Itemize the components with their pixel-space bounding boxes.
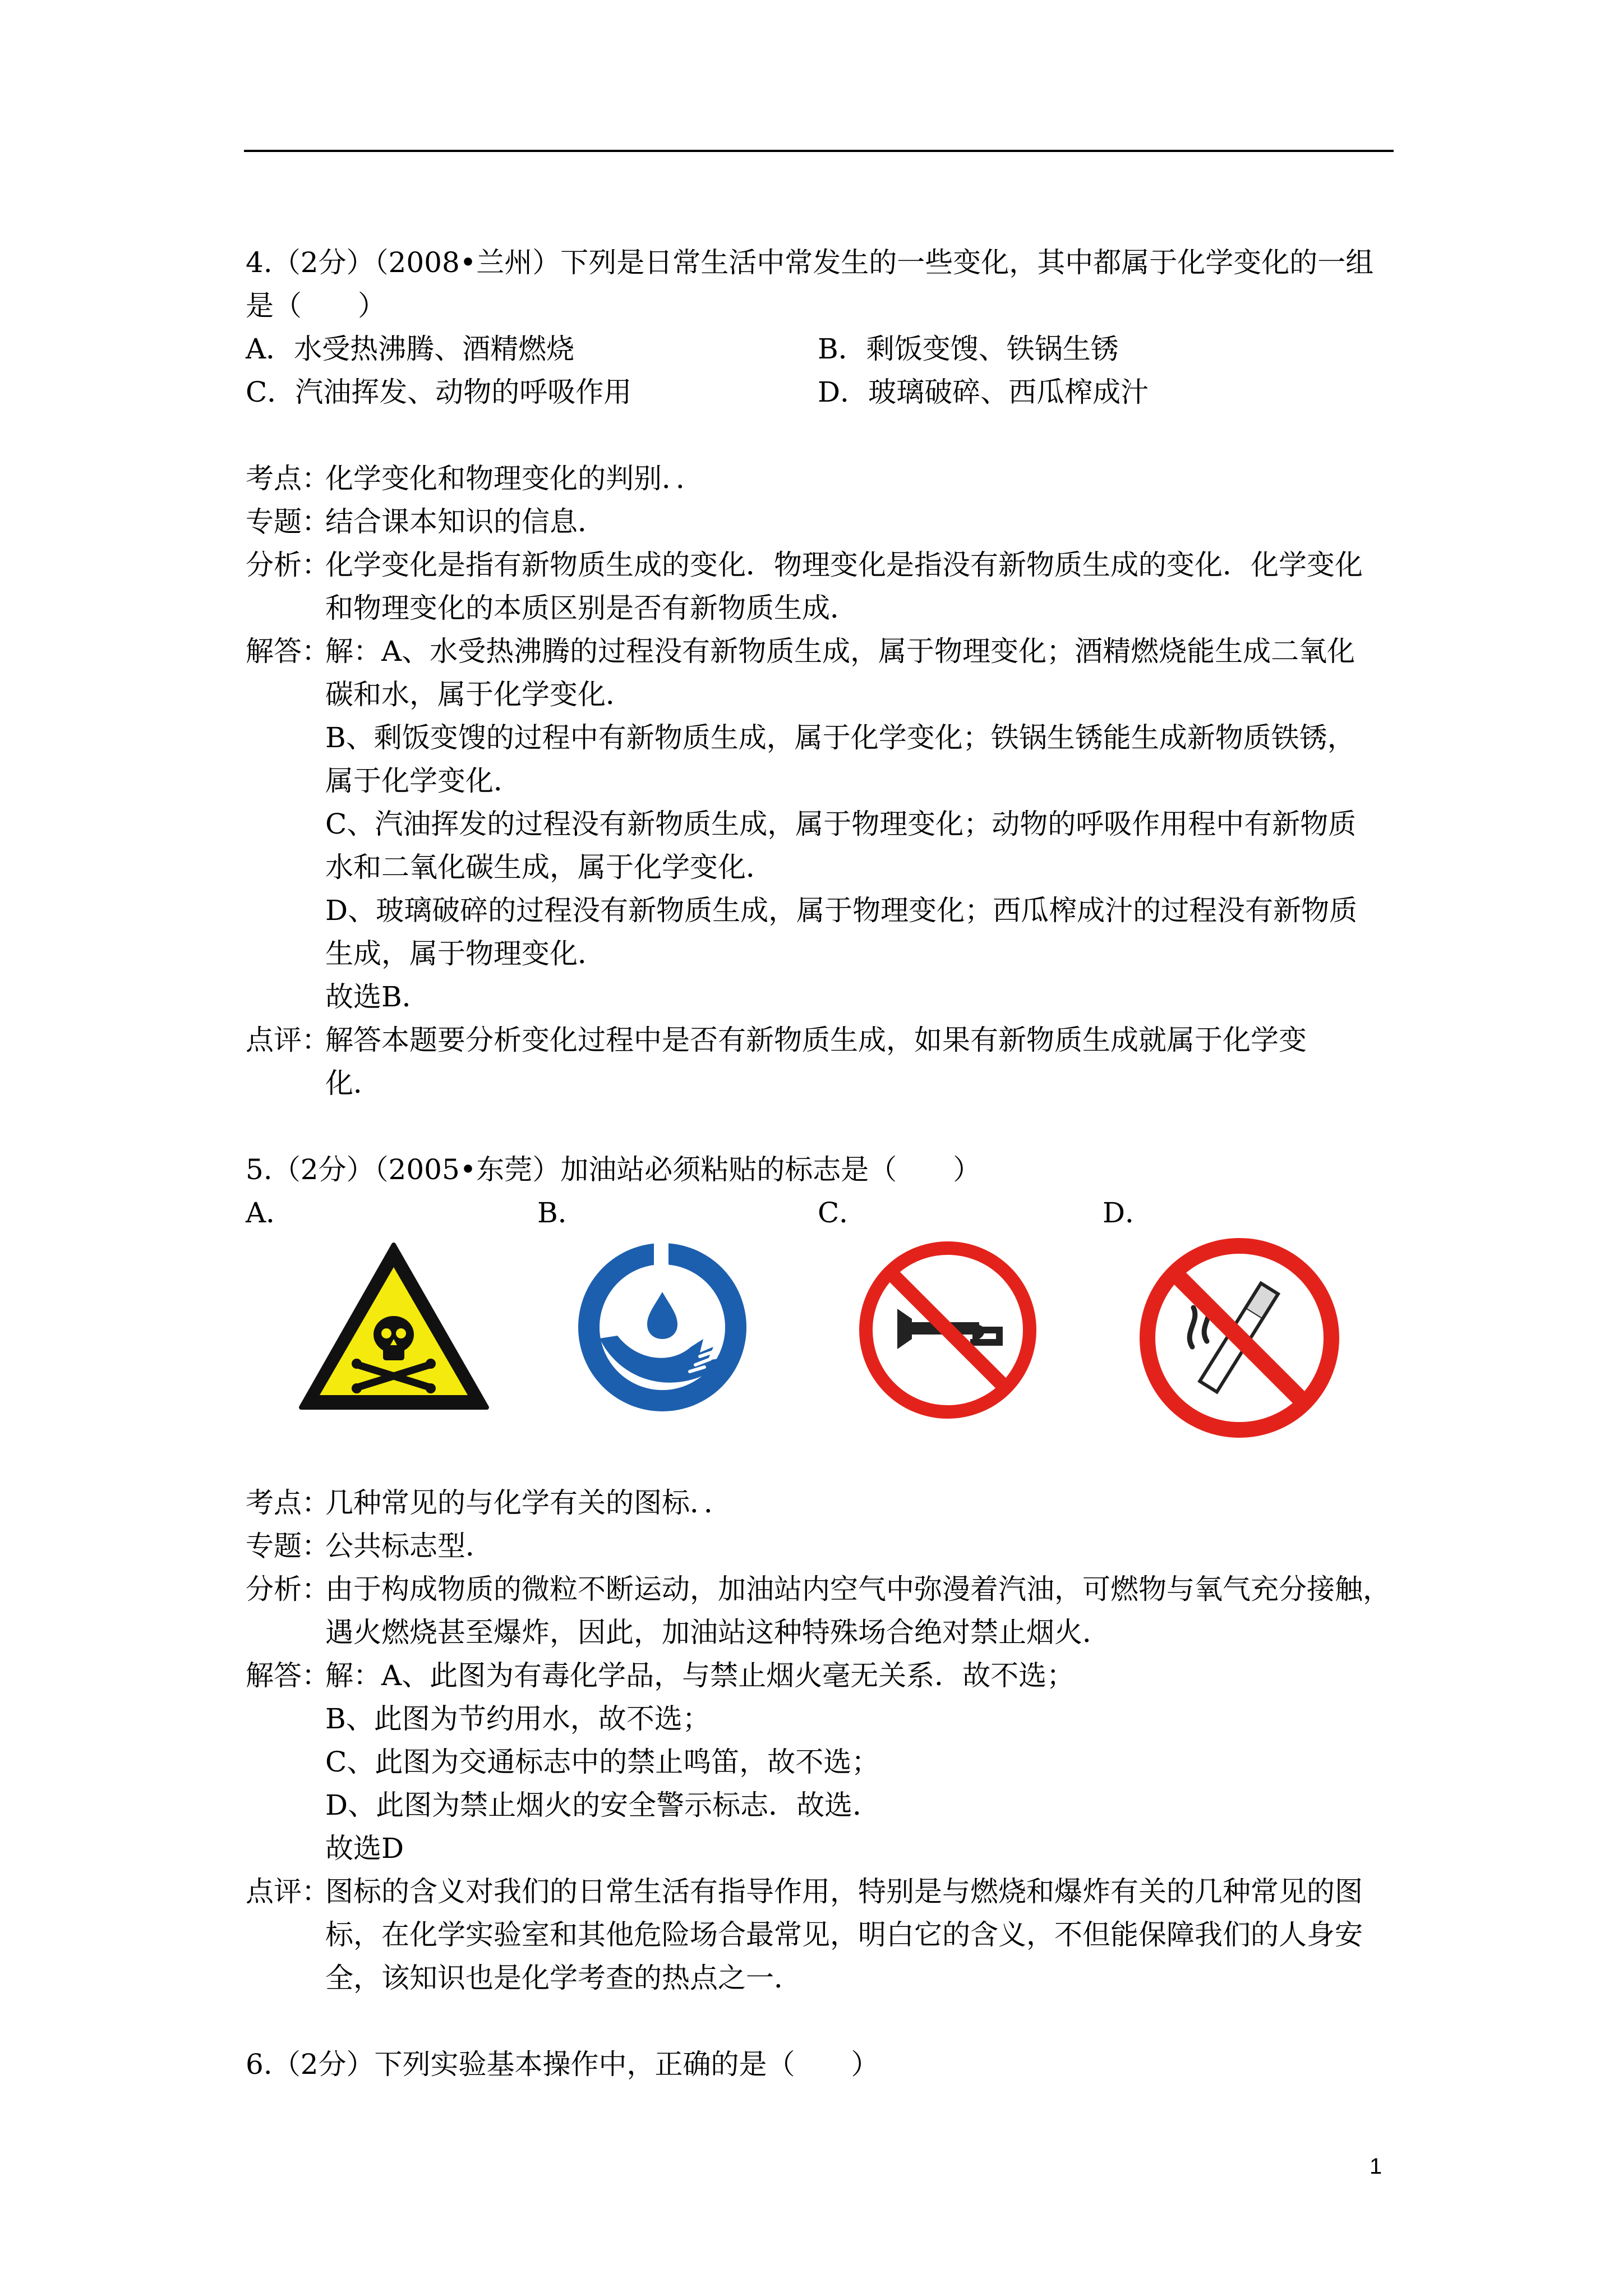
jieda-line: 解：A、水受热沸腾的过程没有新物质生成，属于物理变化；酒精燃烧能生成二氧化: [325, 635, 1355, 668]
q6-stem: 6.（2分）下列实验基本操作中，正确的是（ ）: [246, 2048, 879, 2081]
q5-jieda: [246, 1654, 1395, 1870]
q5-signs: [246, 1235, 1395, 1448]
jieda-line: B、此图为节约用水，故不选；: [325, 1703, 711, 1735]
jieda-line: 故选D: [325, 1832, 404, 1865]
q5-fenxi: [246, 1568, 1395, 1654]
jieda-line: C、此图为交通标志中的禁止鸣笛，故不选；: [325, 1746, 880, 1778]
zhuanti-label: 专题：: [246, 1530, 330, 1562]
dianping-line: 标，在化学实验室和其他危险场合最常见，明白它的含义，不但能保障我们的人身安: [325, 1918, 1363, 1951]
q5-kaodian: [246, 1481, 1395, 1525]
jieda-line: 解：A、此图为有毒化学品，与禁止烟火毫无关系．故不选；: [325, 1659, 1075, 1692]
q5-option-a-label: A．: [246, 1197, 294, 1229]
question-6: [246, 2043, 1395, 2086]
fenxi-label: 分析：: [246, 549, 330, 581]
q5-stem: 5.（2分）（2005•东莞）加油站必须粘贴的标志是（ ）: [246, 1153, 981, 1186]
jieda-line: B、剩饭变馊的过程中有新物质生成，属于化学变化；铁锅生锈能生成新物质铁锈，: [325, 721, 1355, 754]
q4-options-row2: [246, 371, 1395, 414]
q4-option-b: B．剩饭变馊、铁锅生锈: [818, 333, 1119, 365]
q5-option-c-label: C．: [818, 1197, 868, 1229]
q4-stem-line1: 4.（2分）（2008•兰州）下列是日常生活中常发生的一些变化，其中都属于化学变化的一组: [246, 246, 1374, 279]
jieda-line: D、玻璃破碎的过程没有新物质生成，属于物理变化；西瓜榨成汁的过程没有新物质: [325, 894, 1358, 927]
jieda-line: 水和二氧化碳生成，属于化学变化．: [325, 851, 774, 884]
q4-stem-line2: 是（ ）: [246, 289, 386, 322]
q5-option-b-label: B．: [537, 1197, 586, 1229]
dianping-line: 解答本题要分析变化过程中是否有新物质生成，如果有新物质生成就属于化学变: [325, 1024, 1307, 1056]
q4-option-d: D．玻璃破碎、西瓜榨成汁: [818, 376, 1149, 408]
water-saving-icon: [575, 1240, 749, 1414]
q5-option-labels: [246, 1191, 1395, 1235]
jieda-line: 属于化学变化．: [325, 765, 522, 797]
zhuanti-label: 专题：: [246, 505, 330, 538]
jieda-line: C、汽油挥发的过程没有新物质生成，属于物理变化；动物的呼吸作用程中有新物质: [325, 808, 1357, 840]
dianping-label: 点评：: [246, 1024, 330, 1056]
kaodian-label: 考点：: [246, 462, 330, 495]
zhuanti-text: 结合课本知识的信息．: [325, 505, 606, 538]
q4-jieda: [246, 630, 1395, 1019]
dianping-line: 化．: [325, 1067, 381, 1099]
jieda-label: 解答：: [246, 635, 330, 668]
dianping-line: 图标的含义对我们的日常生活有指导作用，特别是与燃烧和爆炸有关的几种常见的图: [325, 1875, 1363, 1908]
q4-options-row1: [246, 328, 1395, 371]
dianping-line: 全，该知识也是化学考查的热点之一．: [325, 1962, 802, 1994]
kaodian-text: 几种常见的与化学有关的图标．．: [325, 1487, 732, 1519]
page-content: [246, 241, 1395, 2086]
jieda-label: 解答：: [246, 1659, 330, 1692]
kaodian-label: 考点：: [246, 1487, 330, 1519]
fenxi-line: 化学变化是指有新物质生成的变化．物理变化是指没有新物质生成的变化．化学变化: [325, 549, 1363, 581]
jieda-line: 生成，属于物理变化．: [325, 937, 606, 970]
q5-zhuanti: [246, 1525, 1395, 1568]
fenxi-line: 由于构成物质的微粒不断运动，加油站内空气中弥漫着汽油，可燃物与氧气充分接触，: [325, 1573, 1391, 1605]
jieda-line: 碳和水，属于化学变化．: [325, 678, 634, 711]
q4-fenxi: [246, 544, 1395, 630]
header-rule: [244, 150, 1394, 152]
jieda-line: D、此图为禁止烟火的安全警示标志．故选．: [325, 1789, 881, 1821]
q5-dianping: [246, 1870, 1395, 2000]
q4-kaodian: [246, 457, 1395, 500]
jieda-line: 故选B．: [325, 981, 430, 1013]
page-number: 1: [1370, 2154, 1382, 2179]
fenxi-line: 和物理变化的本质区别是否有新物质生成．: [325, 592, 858, 624]
q4-zhuanti: [246, 500, 1395, 544]
no-horn-icon: [858, 1240, 1038, 1420]
dianping-label: 点评：: [246, 1875, 330, 1908]
zhuanti-text: 公共标志型．: [325, 1530, 494, 1562]
q5-option-d-label: D．: [1103, 1197, 1154, 1229]
q4-option-a: A．水受热沸腾、酒精燃烧: [246, 333, 575, 365]
question-5: [246, 1148, 1395, 2000]
fenxi-label: 分析：: [246, 1573, 330, 1605]
fenxi-line: 遇火燃烧甚至爆炸，因此，加油站这种特殊场合绝对禁止烟火．: [325, 1616, 1110, 1649]
question-4: [246, 241, 1395, 1105]
kaodian-text: 化学变化和物理变化的判别．．: [325, 462, 704, 495]
skull-crossbones-warning-icon: [297, 1240, 491, 1414]
no-smoking-icon: [1138, 1237, 1340, 1439]
q4-option-c: C．汽油挥发、动物的呼吸作用: [246, 376, 632, 408]
q4-dianping: [246, 1019, 1395, 1105]
